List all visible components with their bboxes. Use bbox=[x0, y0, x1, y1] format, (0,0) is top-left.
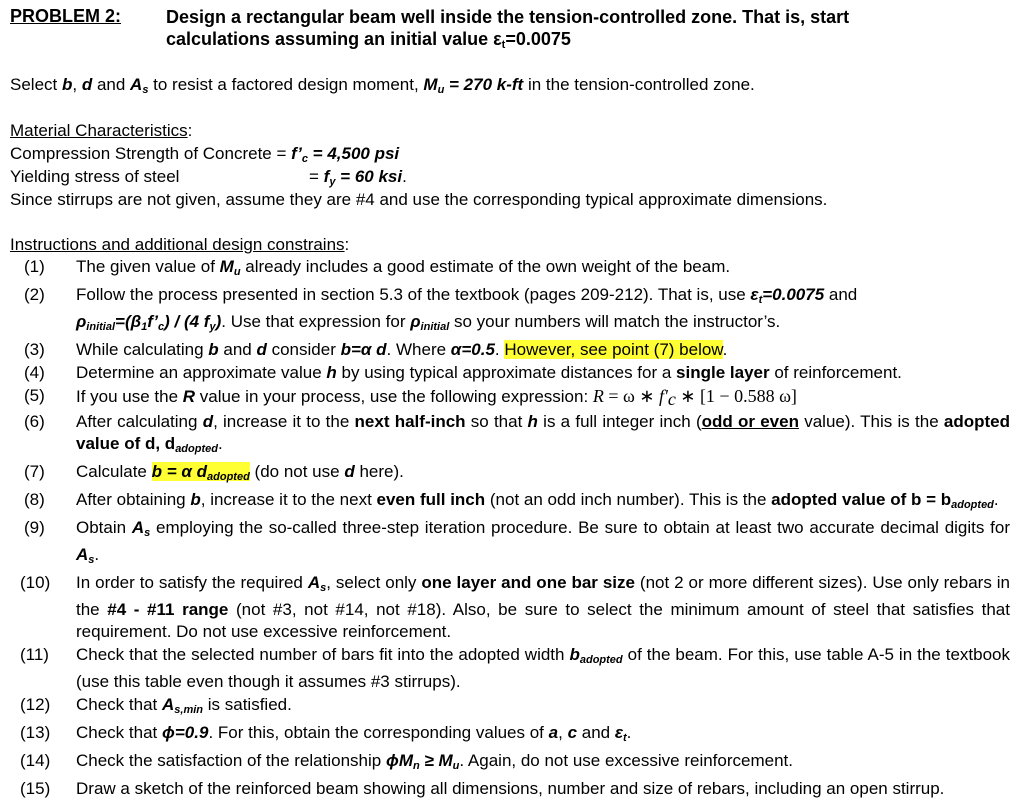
var-fc-sub: c bbox=[301, 153, 308, 165]
item-number: (7) bbox=[24, 462, 45, 481]
var-c: c bbox=[567, 723, 578, 742]
item-number: (14) bbox=[20, 751, 51, 770]
phi-Mn-sub: n bbox=[413, 760, 420, 772]
var-As-sub: s bbox=[144, 527, 151, 539]
item-text bbox=[76, 256, 1010, 283]
item-number: (12) bbox=[20, 695, 51, 714]
var-As: A bbox=[162, 695, 175, 714]
even-full-inch: even full inch bbox=[376, 490, 486, 509]
item-text-part: employing the so-called three-step iteration procedure. Be sure to obtain at least two accurate decimal digits for bbox=[150, 518, 1010, 537]
b-formula-sub: adopted bbox=[207, 471, 250, 483]
item-text bbox=[76, 362, 1010, 384]
item-text-part: , increase it to the next bbox=[200, 490, 377, 509]
adopted-b: adopted value of b bbox=[771, 490, 922, 509]
item-text-part: and bbox=[218, 340, 257, 359]
list-item bbox=[10, 644, 1010, 693]
instructions-heading-colon: : bbox=[344, 235, 350, 254]
var-rho-sub: initial bbox=[420, 321, 450, 333]
item-text-part: is satisfied. bbox=[203, 695, 292, 714]
instructions-heading-text: Instructions and additional design constrains bbox=[10, 235, 345, 254]
var-As-min-sub: s,min bbox=[174, 704, 204, 716]
item-text-part: by using typical approximate distances for a bbox=[336, 363, 677, 382]
var-h: h bbox=[326, 363, 337, 382]
var-As: A bbox=[76, 545, 89, 564]
odd-or-even: odd or even bbox=[701, 412, 799, 431]
item-text-part: Check the satisfaction of the relationship bbox=[76, 751, 386, 770]
item-text bbox=[76, 411, 1010, 460]
concrete-label: Compression Strength of Concrete = bbox=[10, 144, 292, 163]
var-As-sub: s bbox=[142, 84, 149, 96]
item-number: (2) bbox=[24, 285, 45, 304]
item-text-part: (not #3, not #14, not #18). Also, be sure to select the minimum amount of steel that satisfies that requirement. Do not use excessive reinforcement. bbox=[76, 600, 1010, 641]
item-text-part: , bbox=[558, 723, 568, 742]
item-number: (4) bbox=[24, 363, 45, 382]
eps-value: =0.0075 bbox=[762, 285, 825, 304]
item-text-part: Calculate bbox=[76, 462, 152, 481]
moment-value: = 270 k-ft bbox=[444, 75, 524, 94]
formula-part: = ω ∗ bbox=[603, 386, 659, 406]
item-text-part: Check that the selected number of bars fit into the adopted width bbox=[76, 645, 570, 664]
item-text bbox=[76, 385, 1010, 410]
item-number: (15) bbox=[20, 779, 51, 798]
ge-Mu-sub: u bbox=[452, 760, 460, 772]
rho-expr: f’ bbox=[147, 312, 158, 331]
item-text-part: consider bbox=[266, 340, 341, 359]
item-text-part: Follow the process presented in section 5.3 of the textbook (pages 209-212). That is, use bbox=[76, 285, 751, 304]
problem-statement bbox=[166, 6, 1008, 56]
item-text-part: Draw a sketch of the reinforced beam showing all dimensions, number and size of rebars, including an open stirrup. bbox=[76, 779, 945, 798]
var-b: b bbox=[61, 75, 73, 94]
select-comma: , bbox=[72, 75, 82, 94]
stirrups-note: Since stirrups are not given, assume they are #4 and use the corresponding typical approximate dimensions. bbox=[10, 190, 828, 209]
item-text-part: so that bbox=[465, 412, 528, 431]
adopted-b-sub: adopted bbox=[951, 499, 994, 511]
rho-expr-sub: 1 bbox=[141, 321, 148, 333]
var-d: d bbox=[344, 462, 355, 481]
b-formula: b = α d bbox=[151, 462, 208, 481]
rebar-range: #4 - #11 range bbox=[107, 600, 229, 619]
item-text-part: so your numbers will match the instructor’s. bbox=[449, 312, 781, 331]
item-number: (1) bbox=[24, 257, 45, 276]
var-Mu-sub: u bbox=[437, 84, 445, 96]
var-d: d bbox=[256, 340, 267, 359]
item-number: (3) bbox=[24, 340, 45, 359]
item-text-part: . bbox=[217, 434, 223, 453]
steel-dot: . bbox=[402, 167, 407, 186]
item-number: (11) bbox=[20, 645, 49, 664]
instructions-list bbox=[10, 256, 1010, 801]
item-number: (10) bbox=[20, 573, 51, 592]
item-text bbox=[76, 489, 1010, 516]
item-text-part: (do not use bbox=[249, 462, 345, 481]
item-text bbox=[76, 461, 1010, 488]
phi-value: ϕ=0.9 bbox=[162, 723, 209, 742]
epsilon-value: =0.0075 bbox=[505, 29, 571, 49]
concrete-value: = 4,500 psi bbox=[307, 144, 400, 163]
item-number: (9) bbox=[24, 518, 45, 537]
formula-fc-sub: c bbox=[667, 389, 676, 409]
list-item bbox=[10, 694, 1010, 721]
item-text-part: value). This is the bbox=[798, 412, 944, 431]
problem-line-1: Design a rectangular beam well inside the tension-controlled zone. That is, start bbox=[166, 7, 850, 27]
item-text-part: of reinforcement. bbox=[769, 363, 902, 382]
item-number: (6) bbox=[24, 412, 45, 431]
item-text-part: . bbox=[494, 340, 505, 359]
var-As: A bbox=[307, 573, 321, 592]
item-text-part: Obtain bbox=[76, 518, 132, 537]
item-number: (5) bbox=[24, 386, 45, 405]
list-item bbox=[10, 385, 1010, 410]
materials-heading-text: Material Characteristics bbox=[10, 121, 188, 140]
item-text bbox=[76, 339, 1010, 361]
item-text-part: of the beam. For this, use table A-5 in the textbook (use this table even though it assumes #3 stirrups). bbox=[76, 645, 1010, 691]
item-text-part: Check that bbox=[76, 695, 162, 714]
rho-expr: ) / (4 f bbox=[164, 312, 210, 331]
adopted-d: adopted value of d, d bbox=[76, 412, 1010, 453]
item-text-part: If you use the bbox=[76, 387, 183, 406]
var-h: h bbox=[527, 412, 538, 431]
list-item bbox=[10, 517, 1010, 571]
var-eps-sub: t bbox=[758, 294, 763, 306]
item-text-part: . For this, obtain the corresponding values of bbox=[208, 723, 549, 742]
var-rho-sub: initial bbox=[86, 321, 116, 333]
var-As-sub: s bbox=[320, 582, 327, 594]
var-fy-sub: y bbox=[329, 176, 336, 188]
item-text-part: (not 2 or more different sizes). Use only rebars in the bbox=[76, 573, 1010, 619]
var-eps: ε bbox=[750, 285, 759, 304]
list-item bbox=[10, 722, 1010, 749]
list-item bbox=[10, 489, 1010, 516]
var-rho: ρ bbox=[76, 312, 87, 331]
var-rho: ρ bbox=[410, 312, 421, 331]
item-text-part: While calculating bbox=[76, 340, 209, 359]
var-fc: f’ bbox=[291, 144, 302, 163]
adopted-b-eq: = b bbox=[921, 490, 952, 509]
list-item bbox=[10, 284, 1010, 338]
item-text-part: here). bbox=[354, 462, 404, 481]
item-text bbox=[76, 778, 1010, 800]
b-alpha-d: b=α d bbox=[340, 340, 387, 359]
item-text-part: After calculating bbox=[76, 412, 203, 431]
item-text-part: (not an odd inch number). This is the bbox=[485, 490, 772, 509]
rho-expr: ) bbox=[215, 312, 222, 331]
adopted-d-sub: adopted bbox=[175, 443, 218, 455]
problem-line-2 bbox=[166, 28, 1008, 56]
select-mid: to resist a factored design moment, bbox=[148, 75, 424, 94]
steel-label: Yielding stress of steel bbox=[10, 167, 180, 186]
list-item bbox=[10, 778, 1010, 800]
var-b: b bbox=[569, 645, 580, 664]
ge-Mu: ≥ M bbox=[419, 751, 453, 770]
steel-value: = 60 ksi bbox=[335, 167, 403, 186]
item-text bbox=[76, 722, 1010, 749]
one-layer-one-size: one layer and one bar size bbox=[421, 573, 635, 592]
item-text-part: and bbox=[577, 723, 615, 742]
item-text-part: Check that bbox=[76, 723, 162, 742]
epsilon-subscript: t bbox=[501, 39, 506, 51]
list-item bbox=[10, 750, 1010, 777]
var-Mu-sub: u bbox=[233, 266, 241, 278]
var-eps-sub: t bbox=[622, 732, 627, 744]
materials-heading-colon: : bbox=[187, 121, 193, 140]
item-text-part: . bbox=[626, 723, 632, 742]
formula-R: R bbox=[592, 386, 604, 406]
item-text bbox=[76, 284, 1010, 338]
var-b-sub: adopted bbox=[579, 654, 623, 666]
item-text bbox=[76, 694, 1010, 721]
var-b: b bbox=[208, 340, 219, 359]
list-item bbox=[10, 362, 1010, 384]
highlight-formula bbox=[152, 462, 250, 481]
materials-heading bbox=[10, 120, 192, 142]
item-text-part: . bbox=[722, 340, 728, 359]
next-half-inch: next half-inch bbox=[354, 412, 466, 431]
alpha-value: α=0.5 bbox=[450, 340, 495, 359]
var-As-sub: s bbox=[88, 554, 95, 566]
select-pre: Select bbox=[10, 75, 62, 94]
var-fy: f bbox=[323, 167, 330, 186]
steel-yield bbox=[10, 166, 179, 188]
item-number: (13) bbox=[20, 723, 51, 742]
select-and: and bbox=[92, 75, 131, 94]
var-As: A bbox=[131, 518, 145, 537]
var-b: b bbox=[190, 490, 201, 509]
item-text bbox=[76, 644, 1010, 693]
var-R: R bbox=[182, 387, 196, 406]
phi-Mn: ϕM bbox=[385, 751, 413, 770]
item-text bbox=[76, 572, 1010, 643]
item-text-part: . Where bbox=[386, 340, 451, 359]
list-item bbox=[10, 339, 1010, 361]
var-d: d bbox=[81, 75, 93, 94]
item-text-part: already includes a good estimate of the own weight of the beam. bbox=[240, 257, 731, 276]
var-As: A bbox=[130, 75, 143, 94]
var-a: a bbox=[548, 723, 559, 742]
item-text-part: and bbox=[824, 285, 858, 304]
rho-expr: =(β bbox=[115, 312, 142, 331]
var-Mu: M bbox=[423, 75, 438, 94]
item-text-part: , select only bbox=[326, 573, 422, 592]
steel-eq: = bbox=[309, 167, 324, 186]
rho-expr-sub: c bbox=[158, 321, 165, 333]
select-statement bbox=[10, 74, 755, 101]
item-number: (8) bbox=[24, 490, 45, 509]
item-text-part: In order to satisfy the required bbox=[76, 573, 308, 592]
item-text-part: After obtaining bbox=[76, 490, 191, 509]
problem-line-2-text: calculations assuming an initial value ε bbox=[166, 29, 502, 49]
item-text-part: is a full integer inch ( bbox=[537, 412, 702, 431]
single-layer: single layer bbox=[676, 363, 770, 382]
list-item bbox=[10, 461, 1010, 488]
list-item bbox=[10, 411, 1010, 460]
item-text-part: value in your process, use the following expression: bbox=[195, 387, 593, 406]
formula-part: ∗ [1 − 0.588 ω] bbox=[675, 386, 797, 406]
var-d: d bbox=[202, 412, 214, 431]
formula-fc: f' bbox=[659, 386, 668, 406]
select-post: in the tension-controlled zone. bbox=[523, 75, 755, 94]
list-item bbox=[10, 572, 1010, 643]
item-text bbox=[76, 517, 1010, 571]
item-text bbox=[76, 750, 1010, 777]
item-text-part: . bbox=[993, 490, 999, 509]
item-text-part: Determine an approximate value bbox=[76, 363, 327, 382]
list-item bbox=[10, 256, 1010, 283]
instructions-heading bbox=[10, 234, 349, 256]
highlight-note: However, see point (7) below bbox=[504, 340, 723, 359]
var-Mu: M bbox=[219, 257, 234, 276]
problem-label: PROBLEM 2: bbox=[10, 6, 122, 26]
rho-expr-sub: y bbox=[209, 321, 216, 333]
item-text-part: . bbox=[94, 545, 100, 564]
item-text-part: The given value of bbox=[76, 257, 220, 276]
item-text-part: . Again, do not use excessive reinforcement. bbox=[459, 751, 793, 770]
var-eps: ε bbox=[614, 723, 623, 742]
item-text-part: . Use that expression for bbox=[221, 312, 411, 331]
item-text-part: , increase it to the bbox=[213, 412, 355, 431]
